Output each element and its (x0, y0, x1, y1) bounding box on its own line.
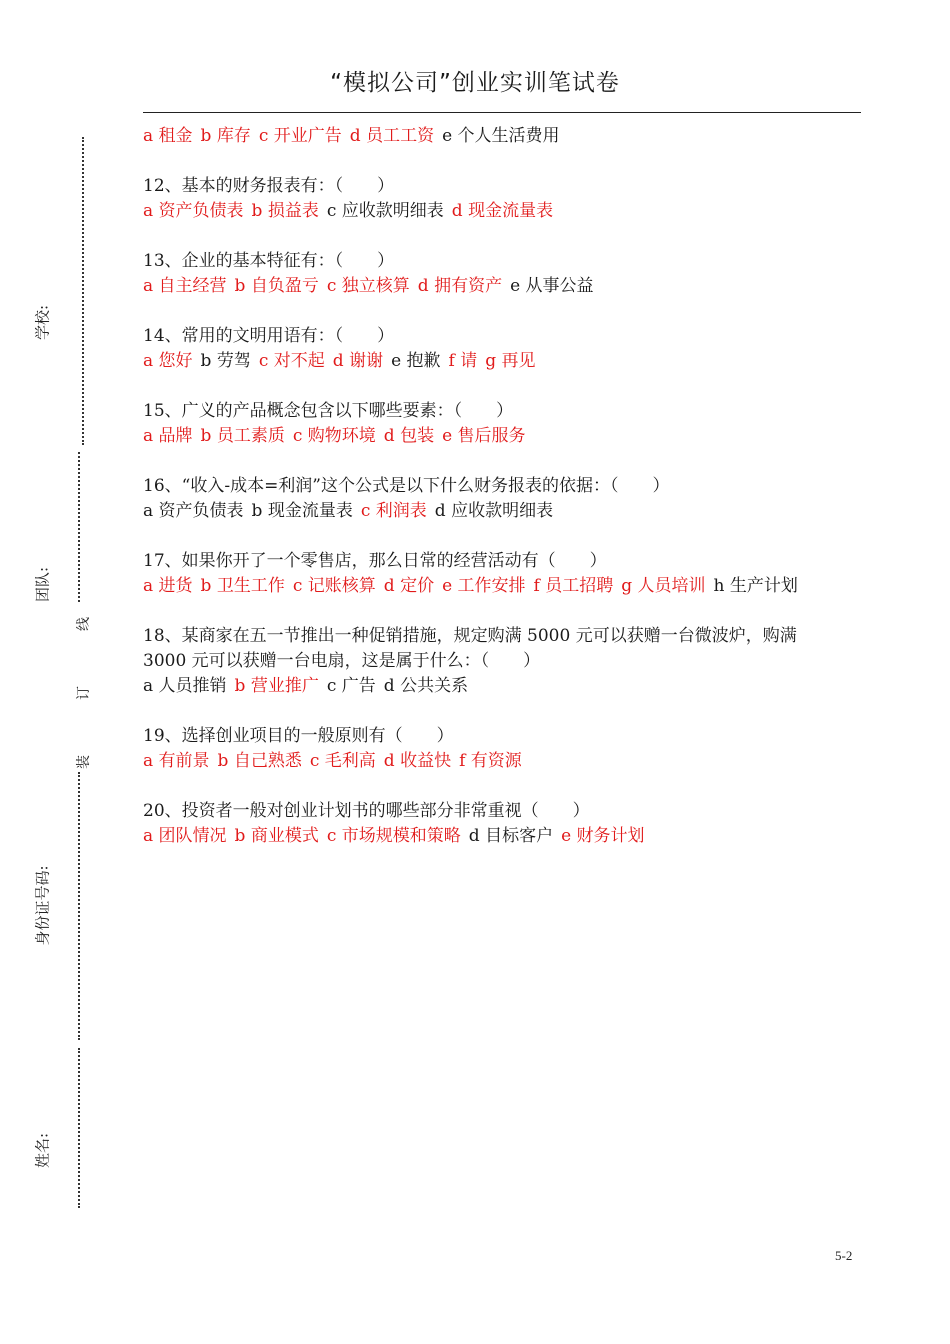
question-stem: 18、某商家在五一节推出一种促销措施，规定购满 5000 元可以获赠一台微波炉，购满 (143, 626, 797, 646)
question-16 (143, 474, 863, 524)
options-row (143, 824, 863, 849)
option: d 现金流量表 (451, 201, 554, 221)
option: b 自负盈亏 (234, 276, 319, 296)
option: b 营业推广 (234, 676, 319, 696)
page-number: 5-2 (835, 1248, 853, 1263)
option: h 生产计划 (713, 576, 798, 596)
question-stem: 16、“收入-成本=利润”这个公式是以下什么财务报表的依据：（ ） (143, 476, 670, 496)
options-row (143, 424, 863, 449)
option: b 员工素质 (200, 426, 285, 446)
option: e 抱歉 (391, 351, 441, 371)
school-field-label: 学校: (33, 304, 52, 341)
question-list (143, 124, 863, 849)
option: f 有资源 (459, 751, 522, 771)
option: e 个人生活费用 (442, 126, 560, 146)
option: a 进货 (143, 576, 193, 596)
question-11 (143, 124, 863, 149)
dotted-line (78, 452, 80, 602)
option: a 团队情况 (143, 826, 227, 846)
option: b 商业模式 (234, 826, 319, 846)
option: e 售后服务 (442, 426, 526, 446)
options-row (143, 124, 863, 149)
option: b 自己熟悉 (217, 751, 302, 771)
question-13 (143, 249, 863, 299)
option: d 员工工资 (349, 126, 435, 146)
option: a 您好 (143, 351, 193, 371)
option: d 谢谢 (332, 351, 384, 371)
dotted-line (78, 1048, 80, 1208)
option: d 收益快 (383, 751, 452, 771)
question-17 (143, 549, 863, 599)
option: d 包装 (383, 426, 435, 446)
option: a 品牌 (143, 426, 193, 446)
question-stem: 20、投资者一般对创业计划书的哪些部分非常重视（ ） (143, 801, 590, 821)
question-stem: 15、广义的产品概念包含以下哪些要素：（ ） (143, 401, 514, 421)
question-14 (143, 324, 863, 374)
options-row (143, 199, 863, 224)
option: c 购物环境 (292, 426, 376, 446)
option: c 独立核算 (326, 276, 410, 296)
question-stem-continued: 3000 元可以获赠一台电扇，这是属于什么：（ ） (143, 651, 541, 671)
option: c 开业广告 (258, 126, 342, 146)
option: e 财务计划 (561, 826, 645, 846)
question-stem: 13、企业的基本特征有：（ ） (143, 251, 395, 271)
option: b 劳驾 (200, 351, 251, 371)
option: d 目标客户 (468, 826, 554, 846)
options-row (143, 499, 863, 524)
question-19 (143, 724, 863, 774)
option: a 资产负债表 (143, 201, 244, 221)
binding-mark-line: 线 (76, 617, 92, 631)
option: b 损益表 (251, 201, 319, 221)
option: d 拥有资产 (417, 276, 503, 296)
binding-mark-order: 订 (76, 686, 92, 700)
question-stem: 12、基本的财务报表有：（ ） (143, 176, 395, 196)
option: a 有前景 (143, 751, 210, 771)
team-field-label: 团队: (33, 566, 52, 603)
id-number-field-label: 身份证号码: (33, 865, 52, 946)
option: c 应收款明细表 (326, 201, 444, 221)
dotted-line (82, 137, 84, 445)
question-15 (143, 399, 863, 449)
binding-mark-install: 装 (76, 755, 92, 769)
option: a 租金 (143, 126, 193, 146)
options-row (143, 274, 863, 299)
option: a 人员推销 (143, 676, 227, 696)
option: d 公共关系 (383, 676, 469, 696)
option: b 卫生工作 (200, 576, 285, 596)
options-row (143, 674, 863, 699)
option: g 人员培训 (621, 576, 706, 596)
option: c 利润表 (360, 501, 427, 521)
page-title: “模拟公司”创业实训笔试卷 (330, 70, 620, 96)
question-18 (143, 624, 863, 699)
question-stem: 17、如果你开了一个零售店，那么日常的经营活动有（ ） (143, 551, 607, 571)
option: c 市场规模和策略 (326, 826, 461, 846)
option: c 记账核算 (292, 576, 376, 596)
option: c 毛利高 (309, 751, 376, 771)
option: e 从事公益 (510, 276, 594, 296)
option: c 对不起 (258, 351, 325, 371)
option: a 自主经营 (143, 276, 227, 296)
options-row (143, 749, 863, 774)
options-row (143, 574, 863, 599)
option: f 员工招聘 (533, 576, 614, 596)
option: b 库存 (200, 126, 251, 146)
options-row (143, 349, 863, 374)
question-stem: 19、选择创业项目的一般原则有（ ） (143, 726, 454, 746)
option: f 请 (448, 351, 478, 371)
question-stem: 14、常用的文明用语有：（ ） (143, 326, 395, 346)
option: e 工作安排 (442, 576, 526, 596)
dotted-line (78, 772, 80, 1040)
title-rule (143, 112, 861, 113)
question-12 (143, 174, 863, 224)
option: d 定价 (383, 576, 435, 596)
option: a 资产负债表 (143, 501, 244, 521)
option: b 现金流量表 (251, 501, 353, 521)
option: g 再见 (485, 351, 536, 371)
option: d 应收款明细表 (434, 501, 554, 521)
name-field-label: 姓名: (33, 1132, 52, 1169)
question-20 (143, 799, 863, 849)
option: c 广告 (326, 676, 376, 696)
